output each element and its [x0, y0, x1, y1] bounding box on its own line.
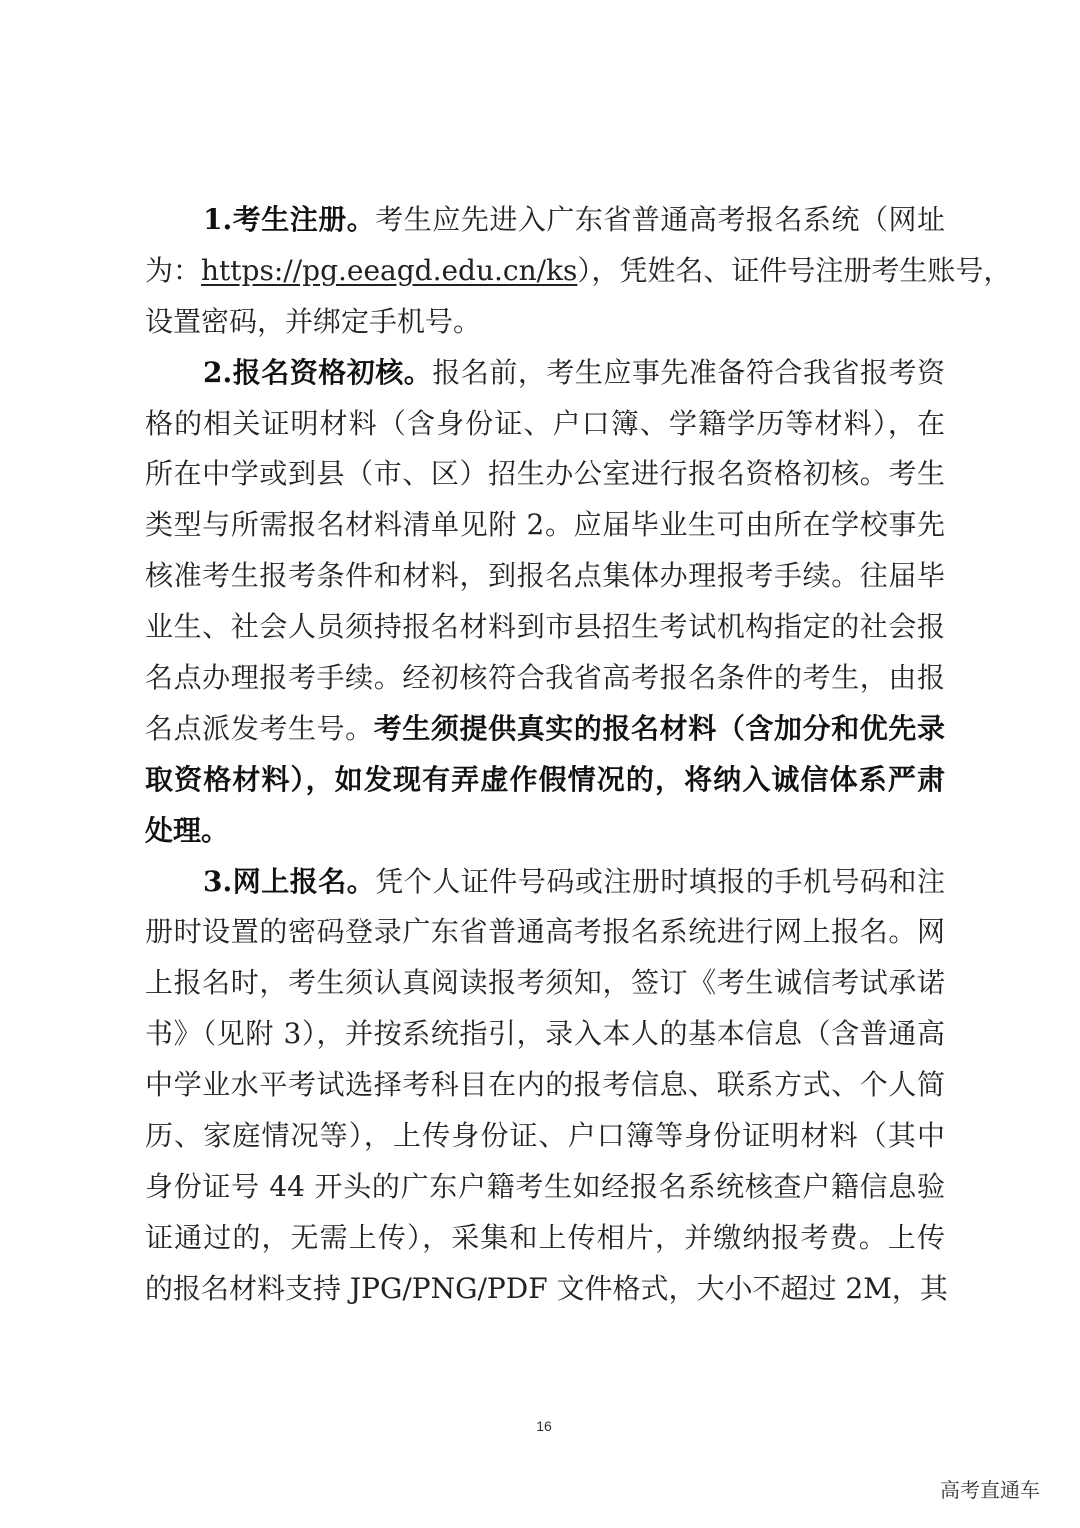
- bold-text: 2.报名资格初核。: [203, 355, 433, 389]
- bold-text: 考生须提供真实的报名材料（含加分和优先录: [373, 711, 945, 745]
- text-segment: 历、家庭情况等），上传身份证、户口簿等身份证明材料（其中: [145, 1119, 945, 1153]
- text-segment: 考生应先进入广东省普通高考报名系统（网址: [375, 203, 945, 236]
- text-line: [145, 500, 945, 551]
- text-line: [145, 958, 945, 1009]
- text-segment: 类型与所需报名材料清单见附 2。应届毕业生可由所在学校事先: [145, 508, 945, 542]
- url-link[interactable]: https://pg.eeagd.edu.cn/ks: [201, 253, 578, 287]
- bold-text: 1.考生注册。: [203, 203, 376, 236]
- text-line: [145, 602, 945, 653]
- watermark: 高考直通车: [940, 1478, 1040, 1502]
- text-line: [145, 1111, 945, 1162]
- text-line: [145, 297, 945, 348]
- text-segment: 身份证号 44 开头的广东户籍考生如经报名系统核查户籍信息验: [145, 1169, 945, 1203]
- text-line: [145, 551, 945, 602]
- text-segment: 设置密码，并绑定手机号。: [145, 304, 482, 338]
- bold-text: 处理。: [145, 813, 230, 847]
- text-line: [145, 1162, 945, 1213]
- text-line: [145, 399, 945, 450]
- text-segment: 格的相关证明材料（含身份证、户口簿、学籍学历等材料），在: [145, 406, 945, 440]
- text-segment: 凭个人证件号码或注册时填报的手机号码和注: [375, 864, 945, 898]
- page-number: 16: [536, 1418, 552, 1434]
- text-segment: 书》（见附 3），并按系统指引，录入本人的基本信息（含普通高: [145, 1017, 945, 1051]
- text-line: [145, 653, 945, 704]
- bold-text: 3.网上报名。: [203, 864, 376, 898]
- text-segment: 核准考生报考条件和材料，到报名点集体办理报考手续。往届毕: [145, 559, 945, 593]
- text-line: [145, 1264, 948, 1315]
- text-line: [145, 755, 945, 806]
- text-segment: 的报名材料支持 JPG/PNG/PDF 文件格式，大小不超过 2M，其: [145, 1271, 948, 1305]
- text-segment: 册时设置的密码登录广东省普通高考报名系统进行网上报名。网: [145, 915, 945, 949]
- text-line: [145, 348, 945, 399]
- text-line: [145, 1009, 945, 1060]
- text-segment: 名点派发考生号。: [145, 711, 374, 745]
- text-line: [145, 1060, 945, 1111]
- text-line: [145, 449, 945, 500]
- text-segment: ），凭姓名、证件号注册考生账号，: [577, 253, 1012, 287]
- text-line: [145, 907, 945, 958]
- text-line: [145, 1213, 945, 1264]
- text-segment: 上报名时，考生须认真阅读报考须知，签订《考生诚信考试承诺: [145, 966, 945, 1000]
- text-segment: 报名前，考生应事先准备符合我省报考资: [432, 355, 945, 389]
- document-body: [145, 195, 1012, 1315]
- text-line: [145, 704, 945, 755]
- bold-text: 取资格材料），如发现有弄虚作假情况的，将纳入诚信体系严肃: [145, 762, 945, 796]
- text-segment: 名点办理报考手续。经初核符合我省高考报名条件的考生，由报: [145, 661, 945, 695]
- text-line: [145, 195, 945, 246]
- text-segment: 为：: [145, 253, 202, 287]
- text-line: [145, 806, 945, 857]
- text-segment: 中学业水平考试选择考科目在内的报考信息、联系方式、个人简: [145, 1068, 945, 1102]
- text-segment: 证通过的，无需上传），采集和上传相片，并缴纳报考费。上传: [145, 1220, 945, 1254]
- text-segment: 所在中学或到县（市、区）招生办公室进行报名资格初核。考生: [145, 457, 945, 491]
- text-segment: 业生、社会人员须持报名材料到市县招生考试机构指定的社会报: [145, 610, 945, 644]
- text-line: [145, 246, 1012, 297]
- text-line: [145, 857, 945, 908]
